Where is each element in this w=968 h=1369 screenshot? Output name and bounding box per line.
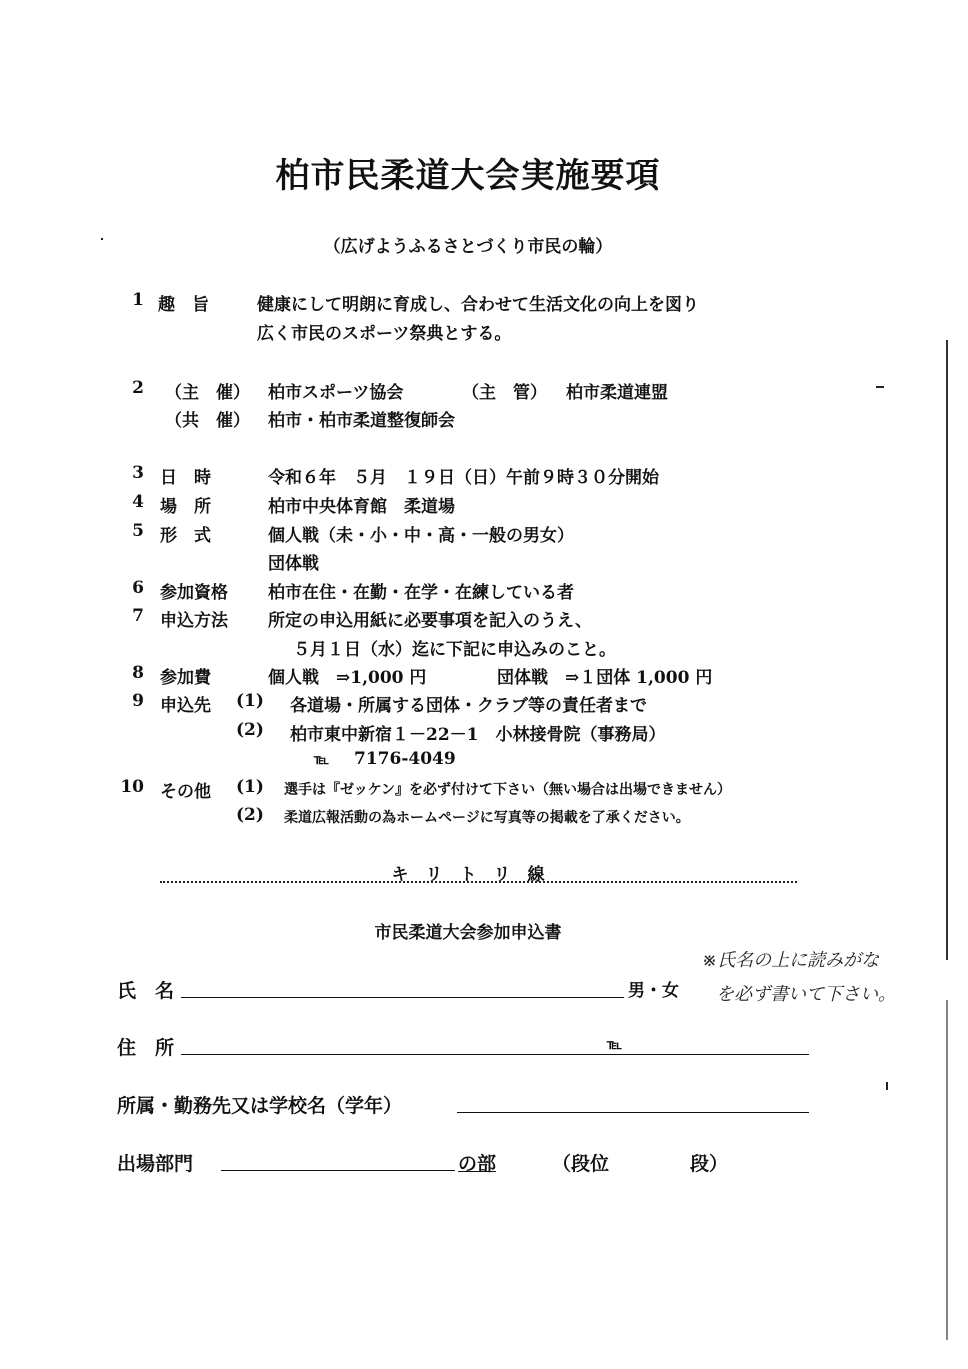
host-label: （主 催）: [165, 383, 250, 403]
item-number: 3: [132, 463, 144, 483]
address-field-line[interactable]: [181, 1054, 809, 1055]
item-label-fee: 参加費: [160, 668, 211, 688]
item-label-purpose: 趣 旨: [158, 295, 209, 315]
destination-sub-number: (1): [236, 691, 264, 711]
item-number: 1: [132, 290, 144, 310]
format-line-1: 個人戦（未・小・中・高・一般の男女）: [268, 526, 574, 546]
gender-options: 男・女: [628, 981, 679, 1001]
item-number: 6: [132, 578, 144, 598]
item-number: 5: [132, 521, 144, 541]
method-line-2: ５月１日（水）迄に下記に申込みのこと。: [293, 640, 616, 660]
item-number: 7: [132, 606, 144, 626]
purpose-line-2: 広く市民のスポーツ祭典とする。: [257, 324, 512, 344]
item-number: 2: [132, 378, 144, 398]
item-label-eligibility: 参加資格: [160, 583, 228, 603]
destination-sub-text: 各道場・所属する団体・クラブ等の責任者まで: [290, 696, 647, 716]
rank-close: 段）: [690, 1153, 729, 1175]
method-line-1: 所定の申込用紙に必要事項を記入のうえ、: [268, 611, 593, 631]
page-subtitle: （広げようふるさとづくり市民の輪）: [323, 237, 613, 257]
fee-individual: 個人戦 ⇒1,000 円: [268, 668, 427, 688]
manager-value: 柏市柔道連盟: [566, 383, 668, 403]
tel-symbol: ℡: [314, 752, 330, 768]
affiliation-field-line[interactable]: [457, 1112, 809, 1113]
format-line-2: 団体戦: [268, 554, 319, 574]
address-label: 住 所: [117, 1037, 175, 1059]
other-sub-number: (2): [236, 805, 264, 825]
item-label-datetime: 日 時: [160, 468, 211, 488]
item-label-application-method: 申込方法: [160, 611, 228, 631]
manager-label: （主 管）: [462, 383, 547, 403]
handwritten-note-line-2: を必ず書いて下さい。: [716, 984, 896, 1005]
name-field-line[interactable]: [181, 997, 624, 998]
other-sub-text: 柔道広報活動の為ホームページに写真等の掲載を了承ください。: [284, 810, 690, 826]
cohost-value: 柏市・柏市柔道整復師会: [268, 411, 455, 431]
destination-sub-text: 柏市東中新宿１－22－1 小林接骨院（事務局）: [290, 725, 666, 745]
division-field-line[interactable]: [221, 1170, 455, 1171]
scan-edge-shadow: [946, 340, 948, 960]
handwritten-note-line-1: ※氏名の上に読みがな: [702, 950, 880, 971]
item-label-other: その他: [160, 782, 211, 802]
scan-speck: [876, 386, 884, 388]
division-label: 出場部門: [117, 1153, 194, 1175]
other-sub-number: (1): [236, 777, 264, 797]
fee-team: 団体戦 ⇒１団体 1,000 円: [497, 668, 713, 688]
scan-speck: [886, 1082, 888, 1090]
item-label-destination: 申込先: [160, 696, 211, 716]
name-label: 氏 名: [117, 980, 175, 1002]
rank-open: （段位: [552, 1153, 610, 1175]
item-label-format: 形 式: [160, 526, 211, 546]
venue-value: 柏市中央体育館 柔道場: [268, 497, 455, 517]
eligibility-value: 柏市在住・在勤・在学・在練している者: [268, 583, 574, 603]
page-title: 柏市民柔道大会実施要項: [275, 156, 661, 196]
item-number: 10: [120, 777, 144, 797]
destination-sub-number: (2): [236, 720, 264, 740]
cut-line-label: キ リ ト リ 線: [391, 865, 545, 885]
purpose-line-1: 健康にして明朗に育成し、合わせて生活文化の向上を図り: [257, 295, 699, 315]
tel-number: 7176-4049: [354, 749, 456, 769]
scan-edge-shadow-lower: [946, 1000, 948, 1340]
item-number: 4: [132, 492, 144, 512]
other-sub-text: 選手は『ゼッケン』を必ず付けて下さい（無い場合は出場できません）: [284, 782, 732, 798]
affiliation-label: 所属・勤務先又は学校名（学年）: [117, 1095, 403, 1117]
host-value: 柏市スポーツ協会: [268, 383, 404, 403]
cut-line: [160, 881, 797, 883]
item-label-venue: 場 所: [160, 497, 211, 517]
cohost-label: （共 催）: [165, 411, 250, 431]
item-number: 8: [132, 663, 144, 683]
division-suffix: の部: [458, 1153, 497, 1175]
address-tel-symbol: ℡: [607, 1037, 623, 1053]
datetime-value: 令和６年 ５月 １９日（日）午前９時３０分開始: [268, 468, 659, 488]
form-title: 市民柔道大会参加申込書: [374, 923, 562, 943]
item-number: 9: [132, 691, 144, 711]
